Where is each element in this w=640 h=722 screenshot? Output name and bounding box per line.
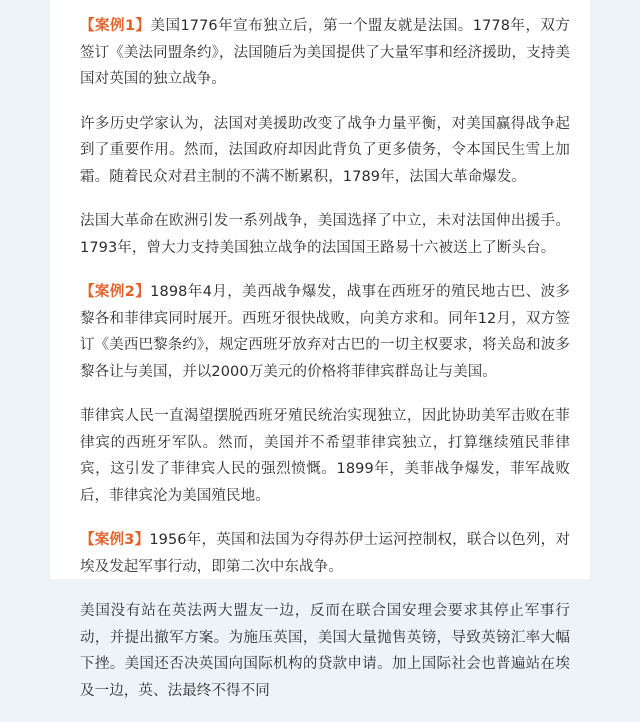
paragraph-case-1 — [80, 13, 570, 93]
paragraph-text: 1956年，英国和法国为夺得苏伊士运河控制权，联合以色列，对埃及发起军事行动，即第二次中东战争。 — [80, 532, 571, 575]
article-body — [80, 13, 570, 722]
paragraph — [80, 208, 570, 261]
paragraph-text: 菲律宾人民一直渴望摆脱西班牙殖民统治实现独立，因此协助美军击败在菲律宾的西班牙军队。然而，美国并不希望菲律宾独立，打算继续殖民菲律宾，这引发了菲律宾人民的强烈愤慨。1899年，美菲战争爆发，菲军战败后，菲律宾沦为美国殖民地。 — [80, 408, 570, 504]
paragraph-text: 法国大革命在欧洲引发一系列战争，美国选择了中立，未对法国伸出援手。1793年，曾大力支持美国独立战争的法国国王路易十六被送上了断头台。 — [80, 213, 570, 256]
paragraph-case-2 — [80, 279, 570, 385]
paragraph-text: 美国没有站在英法两大盟友一边，反而在联合国安理会要求其停止军事行动，并提出撤军方案。为施压英国，美国大量抛售英镑，导致英镑汇率大幅下挫。美国还否决英国向国际机构的贷款申请。加上国际社会也普遍站在埃及一边，英、法最终不得不同 — [80, 603, 570, 699]
paragraph — [80, 598, 570, 704]
case-label-2: 【案例2】 — [80, 284, 151, 300]
case-label-3: 【案例3】 — [80, 532, 150, 548]
paragraph — [80, 403, 570, 509]
case-label-1: 【案例1】 — [80, 18, 151, 34]
paragraph — [80, 111, 570, 191]
paragraph-text: 美国1776年宣布独立后，第一个盟友就是法国。1778年，双方签订《美法同盟条约》，法国随后为美国提供了大量军事和经济援助，支持美国对英国的独立战争。 — [80, 18, 571, 87]
article-page — [50, 0, 590, 699]
paragraph-text: 许多历史学家认为，法国对美援助改变了战争力量平衡，对美国赢得战争起到了重要作用。然而，法国政府却因此背负了更多债务，令本国民生雪上加霜。随着民众对君主制的不满不断累积，1789年，法国大革命爆发。 — [80, 115, 570, 185]
paragraph-case-3 — [80, 527, 570, 580]
paragraph-text: 1898年4月，美西战争爆发，战事在西班牙的殖民地古巴、波多黎各和菲律宾同时展开。西班牙很快战败，向美方求和。同年12月，双方签订《美西巴黎条约》，规定西班牙放弃对古巴的一切主权要求，将关岛和波多黎各让与美国，并以2000万美元的价格将菲律宾群岛让与美国。 — [80, 284, 570, 380]
